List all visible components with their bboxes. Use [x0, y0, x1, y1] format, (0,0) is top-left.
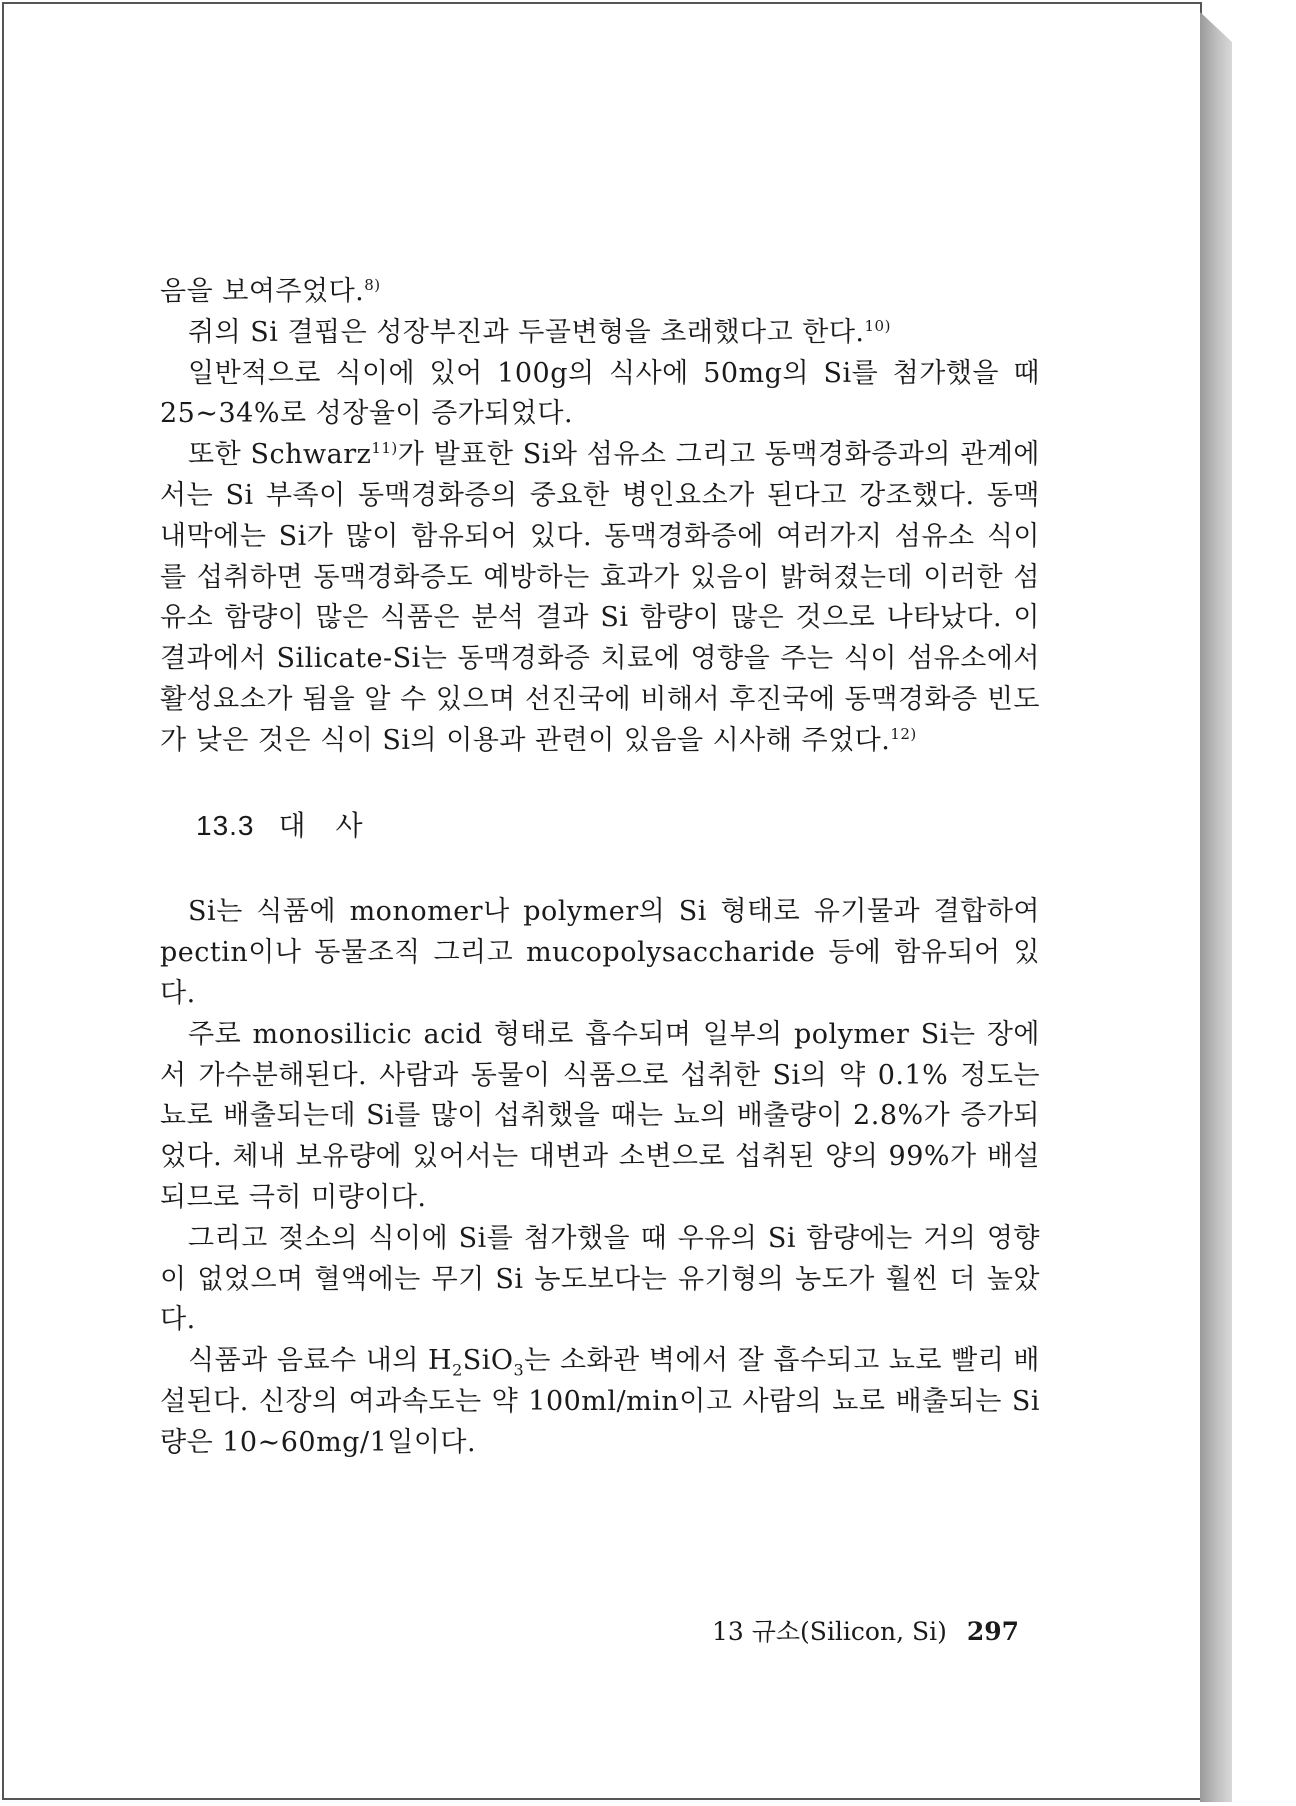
- page-edge-shadow: [1200, 12, 1232, 1802]
- paragraph-text: 일반적으로 식이에 있어 100g의 식사에 50mg의 Si를 첨가했을 때 25∼34%로 성장율이 증가되었다.: [160, 357, 1040, 430]
- paragraph: [160, 272, 1040, 313]
- paragraph-text-lead: 식품과 음료수 내의 H: [188, 1345, 453, 1377]
- paragraph-text: 음을 보여주었다.: [160, 276, 365, 307]
- subscript: 3: [513, 1360, 525, 1380]
- subscript: 2: [452, 1360, 463, 1380]
- footnote-ref: 10): [864, 316, 891, 335]
- footnote-ref: 8): [364, 276, 381, 294]
- body-text: [160, 272, 1040, 1464]
- paragraph: [160, 892, 1040, 1014]
- footnote-ref: 12): [890, 724, 917, 743]
- paragraph-text: 주로 monosilicic acid 형태로 흡수되며 일부의 polymer Si는 장에서 가수분해된다. 사람과 동물이 식품으로 섭취한 Si의 약 0.1% 정도는 뇨로 배출되는데 Si를 많이 섭취했을 때는 뇨의 배출량이 2.8%가 증가되었다. 체내 보유량에 있어서는 대변과 소변으로 섭취된 양의 99%가 배설되므로 극히 미량이다.: [160, 1018, 1040, 1213]
- paragraph: [160, 354, 1040, 436]
- running-footer-chapter: 13 규소(Silicon, Si): [712, 1617, 947, 1646]
- paragraph-text: Si는 식품에 monomer나 polymer의 Si 형태로 유기물과 결합하여 pectin이나 동물조직 그리고 mucopolysaccharide 등에 함유되어 있다.: [160, 896, 1040, 1009]
- paragraph-text: 쥐의 Si 결핍은 성장부진과 두골변형을 초래했다고 한다.: [188, 316, 865, 348]
- paragraph: [160, 313, 1040, 354]
- formula-part: SiO: [462, 1345, 514, 1377]
- section-number: 13.3: [196, 809, 255, 841]
- paragraph-text: 는 소화관 벽에서 잘 흡수되고 뇨로 빨리 배설된다. 신장의 여과속도는 약 100ml/min이고 사람의 뇨로 배출되는 Si 량은 10∼60mg/1일이다.: [160, 1345, 1040, 1458]
- section-title: 대사: [278, 809, 393, 841]
- paragraph: [160, 1015, 1040, 1219]
- paragraph-text: 그리고 젖소의 식이에 Si를 첨가했을 때 우유의 Si 함량에는 거의 영향이 없었으며 혈액에는 무기 Si 농도보다는 유기형의 농도가 훨씬 더 높았다.: [160, 1222, 1040, 1336]
- paragraph: [160, 435, 1040, 761]
- page-number: 297: [966, 1617, 1020, 1646]
- footnote-ref: 11): [371, 439, 398, 458]
- paragraph-text-lead: 또한 Schwarz: [188, 439, 372, 471]
- paragraph-text: 가 발표한 Si와 섬유소 그리고 동맥경화증과의 관계에서는 Si 부족이 동맥경화증의 중요한 병인요소가 된다고 강조했다. 동맥내막에는 Si가 많이 함유되어 있다. 동맥경화증에 여러가지 섬유소 식이를 섭취하면 동맥경화증도 예방하는 효과가 있음이 밝혀졌는데 이러한 섬유소 함량이 많은 식품은 분석 결과 Si 함량이 많은 것으로 나타났다. 이 결과에서 Silicate-Si는 동맥경화증 치료에 영향을 주는 식이 섬유소에서 활성요소가 됨을 알 수 있으며 선진국에 비해서 후진국에 동맥경화증 빈도가 낮은 것은 식이 Si의 이용과 관련이 있음을 시사해 주었다.: [160, 439, 1040, 756]
- paragraph: [160, 1219, 1040, 1341]
- paragraph: [160, 1341, 1040, 1463]
- page-footer: [712, 1612, 1019, 1648]
- section-heading: [160, 806, 1040, 847]
